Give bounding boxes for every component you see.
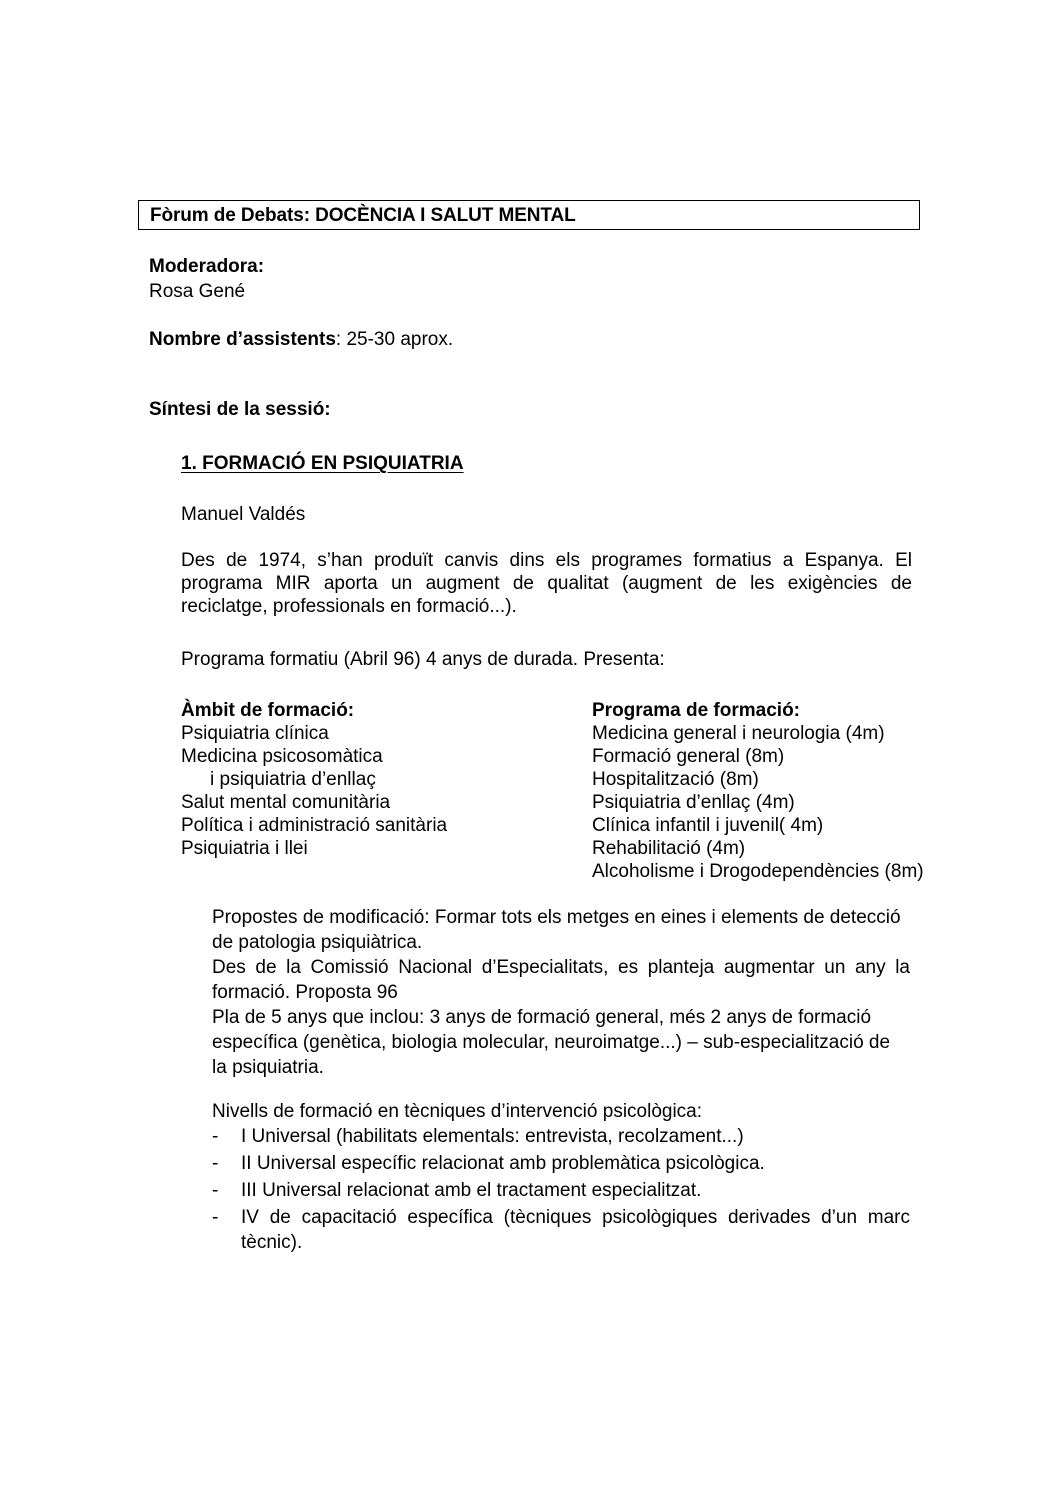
proposal-paragraph: Des de la Comissió Nacional d’Especialitats, es planteja augmentar un any la formació. Proposta 96 xyxy=(212,957,910,1003)
document-title: Fòrum de Debats: DOCÈNCIA I SALUT MENTAL xyxy=(150,204,576,226)
list-item xyxy=(212,1151,910,1176)
moderator-name: Rosa Gené xyxy=(149,281,246,302)
section-speaker: Manuel Valdés xyxy=(181,504,306,525)
scope-item: Psiquiatria i llei xyxy=(181,838,308,859)
document-title-box xyxy=(138,200,920,230)
scope-item: Política i administració sanitària xyxy=(181,815,448,836)
proposals-block xyxy=(212,905,910,1080)
programme-item: Alcoholisme i Drogodependències (8m) xyxy=(592,861,924,882)
programme-column xyxy=(592,699,924,883)
list-item-label: III Universal relacionat amb el tractament especialitzat. xyxy=(241,1180,702,1201)
programme-item: Hospitalització (8m) xyxy=(592,769,759,790)
scope-item: Psiquiatria clínica xyxy=(181,723,329,744)
scope-column xyxy=(181,699,447,860)
levels-intro: Nivells de formació en tècniques d’intervenció psicològica: xyxy=(212,1101,703,1122)
list-item-label: II Universal específic relacionat amb problemàtica psicològica. xyxy=(241,1153,765,1174)
levels-list xyxy=(212,1124,910,1257)
scope-item: Medicina psicosomàtica xyxy=(181,746,383,767)
section-intro-paragraph: Des de 1974, s’han produït canvis dins els programes formatius a Espanya. El programa MIR aporta un augment de qualitat (augment de les exigències de reciclatge, professionals en formació...). xyxy=(181,550,912,617)
section-heading: 1. FORMACIÓ EN PSIQUIATRIA xyxy=(181,453,464,474)
programme-item: Psiquiatria d’enllaç (4m) xyxy=(592,792,795,813)
list-item xyxy=(212,1124,910,1149)
programme-column-header: Programa de formació: xyxy=(592,700,800,721)
scope-item: i psiquiatria d’enllaç xyxy=(210,769,376,790)
proposal-paragraph: Propostes de modificació: Formar tots els metges en eines i elements de detecció de patologia psiquiàtrica. xyxy=(212,907,901,953)
list-marker: - xyxy=(212,1153,219,1174)
list-marker: - xyxy=(212,1180,219,1201)
list-item xyxy=(212,1205,910,1255)
list-marker: - xyxy=(212,1126,219,1147)
list-item-label: IV de capacitació específica (tècniques psicològiques derivades d’un marc tècnic). xyxy=(241,1207,910,1253)
programme-item: Medicina general i neurologia (4m) xyxy=(592,723,885,744)
list-item xyxy=(212,1178,910,1203)
programme-duration-line: Programa formatiu (Abril 96) 4 anys de durada. Presenta: xyxy=(181,649,665,670)
attendees-value: : 25-30 aprox. xyxy=(335,329,454,350)
list-marker: - xyxy=(212,1207,219,1228)
programme-item: Formació general (8m) xyxy=(592,746,785,767)
attendees-label: Nombre d’assistents xyxy=(149,329,336,350)
list-item-label: I Universal (habilitats elementals: entrevista, recolzament...) xyxy=(241,1126,744,1147)
scope-column-header: Àmbit de formació: xyxy=(181,700,355,721)
proposal-paragraph: Pla de 5 anys que inclou: 3 anys de formació general, més 2 anys de formació específica (genètica, biologia molecular, neuroimatge...) – sub-especialització de la psiquiatria. xyxy=(212,1007,891,1078)
moderator-label: Moderadora: xyxy=(149,256,265,277)
scope-item: Salut mental comunitària xyxy=(181,792,391,813)
programme-item: Rehabilitació (4m) xyxy=(592,838,746,859)
programme-item: Clínica infantil i juvenil( 4m) xyxy=(592,815,824,836)
synthesis-label: Síntesi de la sessió: xyxy=(149,399,331,420)
attendees-line xyxy=(149,328,453,351)
